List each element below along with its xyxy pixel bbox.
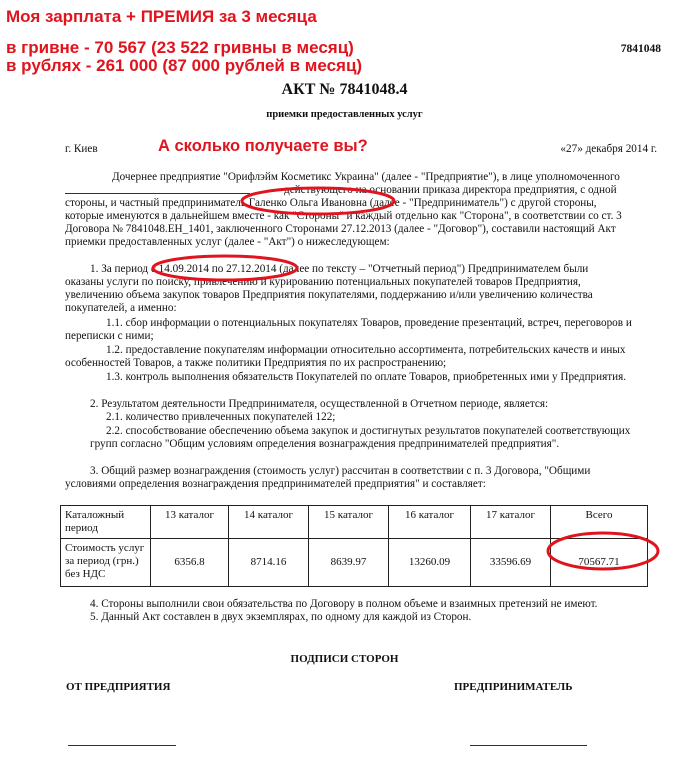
table-cell: 6356.8 (151, 539, 229, 587)
act-subtitle: приемки предоставленных услуг (266, 109, 423, 120)
table-header-cell: Каталожный период (61, 506, 151, 539)
section1-line-5: 1.1. сбор информации о потенциальных покупателях Товаров, проведение презентаций, встреч, переговоров и (106, 317, 632, 329)
signature-company-label: ОТ ПРЕДПРИЯТИЯ (66, 681, 171, 693)
intro-line-2-blank (65, 184, 250, 198)
intro-line-4: которые именуются в дальнейшем вместе - как "Стороны" и каждый отдельно как "Сторона", в соответствии со ст. 3 (65, 210, 622, 222)
overlay-salary-line: Моя зарплата + ПРЕМИЯ за 3 месяца (6, 7, 317, 26)
overlay-rubles-line: в рублях - 261 000 (87 000 рублей в месяц) (6, 56, 363, 75)
section2-line-3: 2.2. способствование обеспечению объема закупок и достигнутых результатов покупателей соответствующих (106, 425, 631, 437)
remuneration-table (60, 505, 648, 587)
intro-line-1: Дочернее предприятие "Орифлэйм Косметикс Украина" (далее - "Предприятие"), в лице уполномоченного (112, 171, 620, 183)
table-header-cell: 15 каталог (309, 506, 389, 539)
section1-line-8: особенностей Товаров, а также политики Предприятия по их распространению; (65, 357, 447, 369)
table-total-cell: 70567.71 (551, 539, 648, 587)
act-title: АКТ № 7841048.4 (281, 81, 408, 98)
section1-line-1: 1. За период с 14.09.2014 по 27.12.2014 (далее по тексту – "Отчетный период") Предпринимателем были (90, 263, 589, 275)
table-header-cell: 17 каталог (471, 506, 551, 539)
intro-line-6: приемки предоставленных услуг (далее - "Акт") о нижеследующем: (65, 236, 390, 248)
section1-line-4: покупателей, а именно: (65, 302, 177, 314)
table-cell: 8714.16 (229, 539, 309, 587)
closing-line-5: 5. Данный Акт составлен в двух экземплярах, по одному для каждой из Сторон. (90, 611, 472, 623)
section1-line-3: увеличению объема закупок товаров Предприятия покупателями, поддержанию и/или увеличению количества (65, 289, 593, 301)
section2-line-2: 2.1. количество привлеченных покупателей 122; (106, 411, 336, 423)
city: г. Киев (65, 143, 98, 155)
intro-line-5: Договора № 7841048.ЕН_1401, заключенного Сторонами 27.12.2013 (далее - "Договор"), составили настоящий Акт (65, 223, 616, 235)
table-row (61, 539, 648, 587)
section2-line-4: групп согласно "Общим условиям определения вознаграждения предпринимателей предприятия". (90, 438, 560, 450)
table-row-label: Стоимость услуг за период (грн.) без НДС (61, 539, 151, 587)
section3-line-1: 3. Общий размер вознаграждения (стоимость услуг) рассчитан в соответствии с п. 3 Договора, "Общими (90, 465, 591, 477)
overlay-hryvnia-line: в гривне - 70 567 (23 522 гривны в месяц) (6, 38, 354, 57)
section1-line-7: 1.2. предоставление покупателям информации относительно ассортимента, потребительских качеств и иных (106, 344, 626, 356)
document-date: «27» декабря 2014 г. (560, 143, 657, 155)
overlay-question: А сколько получаете вы? (158, 137, 368, 155)
table-header-cell: 14 каталог (229, 506, 309, 539)
representative-blank (65, 184, 250, 194)
table-cell: 33596.69 (471, 539, 551, 587)
table-header-cell: Всего (551, 506, 648, 539)
signatures-title: ПОДПИСИ СТОРОН (290, 653, 399, 665)
section3-line-2: условиями определения вознаграждения предпринимателей предприятия" и составляет: (65, 478, 486, 490)
signature-line-entrepreneur (470, 745, 587, 746)
table-cell: 8639.97 (309, 539, 389, 587)
section2-line-1: 2. Результатом деятельности Предпринимателя, осуществленной в Отчетном периоде, является: (90, 398, 549, 410)
table-header-row (61, 506, 648, 539)
intro-line-2: действующего на основании приказа директора предприятия, с одной (284, 184, 617, 196)
intro-line-3: стороны, и частный предприниматель Галенко Ольга Ивановна (далее - "Предприниматель") с другой стороны, (65, 197, 597, 209)
section1-line-9: 1.3. контроль выполнения обязательств Покупателей по оплате Товаров, приобретенных ими у Предприятия. (106, 371, 627, 383)
table-cell: 13260.09 (389, 539, 471, 587)
signature-entrepreneur-label: ПРЕДПРИНИМАТЕЛЬ (454, 681, 573, 693)
table-header-cell: 13 каталог (151, 506, 229, 539)
section1-line-2: оказаны услуги по поиску, привлечению и курированию потенциальных покупателей товаров Предприятия, (65, 276, 581, 288)
table-header-cell: 16 каталог (389, 506, 471, 539)
signature-line-company (68, 745, 176, 746)
closing-line-4: 4. Стороны выполнили свои обязательства по Договору в полном объеме и взаимных претензий не имеют. (90, 598, 598, 610)
section1-line-6: переписки с ними; (65, 330, 154, 342)
document-number: 7841048 (620, 43, 661, 55)
